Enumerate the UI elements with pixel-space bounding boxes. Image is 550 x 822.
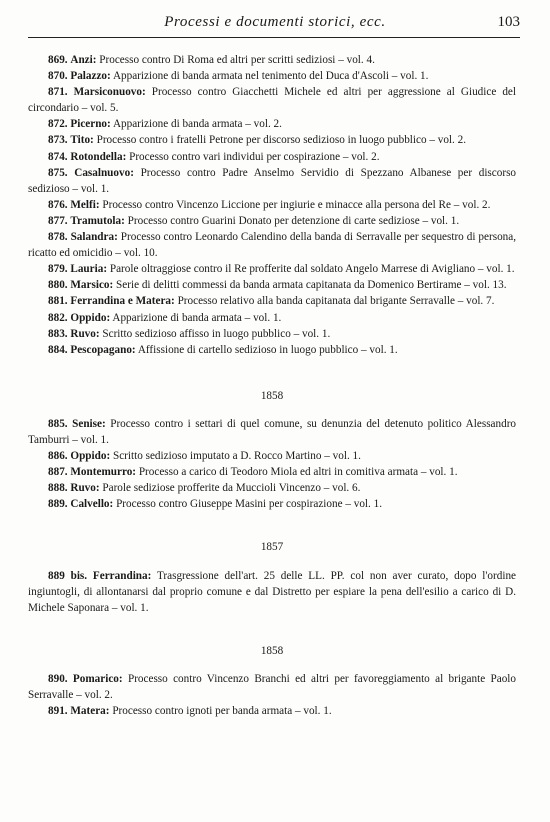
entry-number: 875. xyxy=(48,166,68,179)
entry-text: Parole oltraggiose contro il Re profferite dal soldato Angelo Marrese di Avigliano – vol. 1. xyxy=(109,263,515,276)
document-entry xyxy=(28,496,516,512)
entry-number: 876. xyxy=(48,198,68,211)
entry-number: 870. xyxy=(48,70,68,83)
entry-place: Picerno: xyxy=(70,118,111,131)
document-entry xyxy=(28,568,516,616)
entry-number: 877. xyxy=(48,214,68,227)
entry-text: Processo a carico di Teodoro Miola ed altri in comitiva armata – vol. 1. xyxy=(138,466,458,479)
document-body xyxy=(28,52,516,719)
entry-number: 880. xyxy=(48,279,68,292)
entry-number: 888. xyxy=(48,482,68,495)
entry-number: 872. xyxy=(48,118,68,131)
page-number: 103 xyxy=(497,14,520,30)
entry-number: 886. xyxy=(48,450,68,463)
entry-text: Apparizione di banda armata nel tenimento del Duca d'Ascoli – vol. 1. xyxy=(112,70,429,83)
document-entry xyxy=(28,84,516,116)
section-gap xyxy=(28,512,516,539)
document-entry xyxy=(28,464,516,480)
entry-number: 883. xyxy=(48,327,68,340)
entry-number: 878. xyxy=(48,231,68,244)
entry-text: Processo contro Vincenzo Liccione per ingiurie e minacce alla persona del Re – vol. 2. xyxy=(102,198,491,211)
entry-text: Processo contro i settari di quel comune, su denunzia del detenuto politico Alessandro Tamburri – vol. 1. xyxy=(28,417,517,446)
entry-text: Affissione di cartello sedizioso in luogo pubblico – vol. 1. xyxy=(137,343,398,356)
document-entry xyxy=(28,480,516,496)
header-rule xyxy=(28,37,520,38)
section-gap xyxy=(28,358,516,388)
entry-place: Tito: xyxy=(70,134,94,147)
entry-number: 890. xyxy=(48,672,68,685)
document-entry xyxy=(28,342,516,358)
document-entry xyxy=(28,213,516,229)
entry-place: Lauria: xyxy=(70,263,108,276)
entry-number: 874. xyxy=(48,150,68,163)
entry-number: 882. xyxy=(48,311,68,324)
entry-text: Serie di delitti commessi da banda armata capitanata da Domenico Bertirame – vol. 13. xyxy=(116,279,507,292)
section-gap xyxy=(28,556,516,568)
entry-text: Apparizione di banda armata – vol. 1. xyxy=(112,311,282,324)
entry-text: Processo contro vari individui per cospirazione – vol. 2. xyxy=(129,150,380,163)
entry-number: 889 bis. xyxy=(48,569,88,582)
entry-number: 889. xyxy=(48,498,68,511)
entry-text: Processo contro Padre Anselmo Servidio di Spezzano Albanese per discorso sedizioso – vol. 1. xyxy=(28,166,517,195)
entry-place: Marsico: xyxy=(70,279,114,292)
document-entry xyxy=(28,326,516,342)
entry-number: 887. xyxy=(48,466,68,479)
entry-number: 879. xyxy=(48,263,68,276)
entry-number: 869. xyxy=(48,54,68,66)
entry-place: Marsiconuovo: xyxy=(73,86,146,99)
entry-text: Processo contro Vincenzo Branchi ed altri per favoreggiamento al brigante Paolo Serravalle – vol. 2. xyxy=(28,672,517,701)
entry-number: 873. xyxy=(48,134,68,147)
document-entry xyxy=(28,68,516,84)
entry-text: Processo contro Giacchetti Michele ed altri per aggressione al Giudice del circondario – vol. 5. xyxy=(28,86,517,115)
year-heading: 1858 xyxy=(260,389,284,402)
entry-place: Anzi: xyxy=(70,54,97,66)
document-entry xyxy=(28,149,516,165)
document-entry xyxy=(28,116,516,132)
entry-place: Ferrandina e Matera: xyxy=(70,295,175,308)
entry-text: Scritto sedizioso imputato a D. Rocco Martino – vol. 1. xyxy=(112,450,361,463)
entry-text: Processo relativo alla banda capitanata dal brigante Serravalle – vol. 7. xyxy=(177,295,495,308)
entry-number: 884. xyxy=(48,343,68,356)
document-entry xyxy=(28,132,516,148)
year-heading: 1858 xyxy=(260,644,284,657)
document-entry xyxy=(28,261,516,277)
entry-place: Salandra: xyxy=(70,231,118,244)
entry-place: Pescopagano: xyxy=(70,343,136,356)
entry-place: Oppido: xyxy=(70,450,111,463)
entry-text: Apparizione di banda armata – vol. 2. xyxy=(112,118,282,131)
section-gap xyxy=(28,404,516,416)
document-entry xyxy=(28,52,516,68)
entry-number: 891. xyxy=(48,705,68,718)
entry-place: Rotondella: xyxy=(70,150,127,163)
entry-place: Calvello: xyxy=(70,498,114,511)
entry-text: Processo contro Di Roma ed altri per scritti sediziosi – vol. 4. xyxy=(99,54,375,66)
entry-number: 881. xyxy=(48,295,68,308)
entry-text: Scritto sedizioso affisso in luogo pubblico – vol. 1. xyxy=(102,327,331,340)
entry-number: 871. xyxy=(48,86,68,99)
running-title: Processi e documenti storici, ecc. xyxy=(164,14,386,30)
entry-text: Processo contro ignoti per banda armata – vol. 1. xyxy=(112,705,332,718)
entry-place: Ruvo: xyxy=(70,327,100,340)
entry-place: Casalnuovo: xyxy=(74,166,134,179)
document-entry xyxy=(28,671,516,703)
entry-place: Montemurro: xyxy=(70,466,137,479)
document-entry xyxy=(28,416,516,448)
section-gap xyxy=(28,616,516,643)
page-header xyxy=(28,10,522,38)
year-heading: 1857 xyxy=(260,541,284,554)
entry-text: Parole sediziose profferite da Muccioli Vincenzo – vol. 6. xyxy=(102,482,361,495)
entry-place: Matera: xyxy=(70,705,110,718)
entry-place: Pomarico: xyxy=(72,672,123,685)
section-gap xyxy=(28,659,516,671)
entry-place: Palazzo: xyxy=(70,70,111,83)
entry-place: Oppido: xyxy=(70,311,111,324)
entry-text: Processo contro Giuseppe Masini per cospirazione – vol. 1. xyxy=(116,498,383,511)
document-entry xyxy=(28,229,516,261)
entry-place: Ruvo: xyxy=(70,482,100,495)
document-entry xyxy=(28,293,516,309)
document-entry xyxy=(28,165,516,197)
entry-text: Processo contro i fratelli Petrone per discorso sedizioso in luogo pubblico – vol. 2. xyxy=(96,134,467,147)
document-entry xyxy=(28,448,516,464)
document-entry xyxy=(28,310,516,326)
document-entry xyxy=(28,197,516,213)
entry-text: Processo contro Guarini Donato per detenzione di carte sediziose – vol. 1. xyxy=(127,214,460,227)
entry-number: 885. xyxy=(48,417,68,430)
document-entry xyxy=(28,277,516,293)
entry-place: Tramutola: xyxy=(70,214,125,227)
entry-text: Processo contro Leonardo Calendino della banda di Serravalle per sequestro di persona, ricatto ed omicidio – vol. 10. xyxy=(28,231,517,260)
document-entry xyxy=(28,703,516,719)
entry-place: Senise: xyxy=(72,417,106,430)
entry-place: Melfi: xyxy=(70,198,100,211)
entry-text: Trasgressione dell'art. 25 delle LL. PP. col non aver curato, dopo l'ordine ingiuntogli, di allontanarsi dal proprio comune e dal Distretto per espiare la pena dell'esilio a carico di D. Michele Saponara – vol. 1. xyxy=(28,569,517,614)
entry-place: Ferrandina: xyxy=(92,569,152,582)
